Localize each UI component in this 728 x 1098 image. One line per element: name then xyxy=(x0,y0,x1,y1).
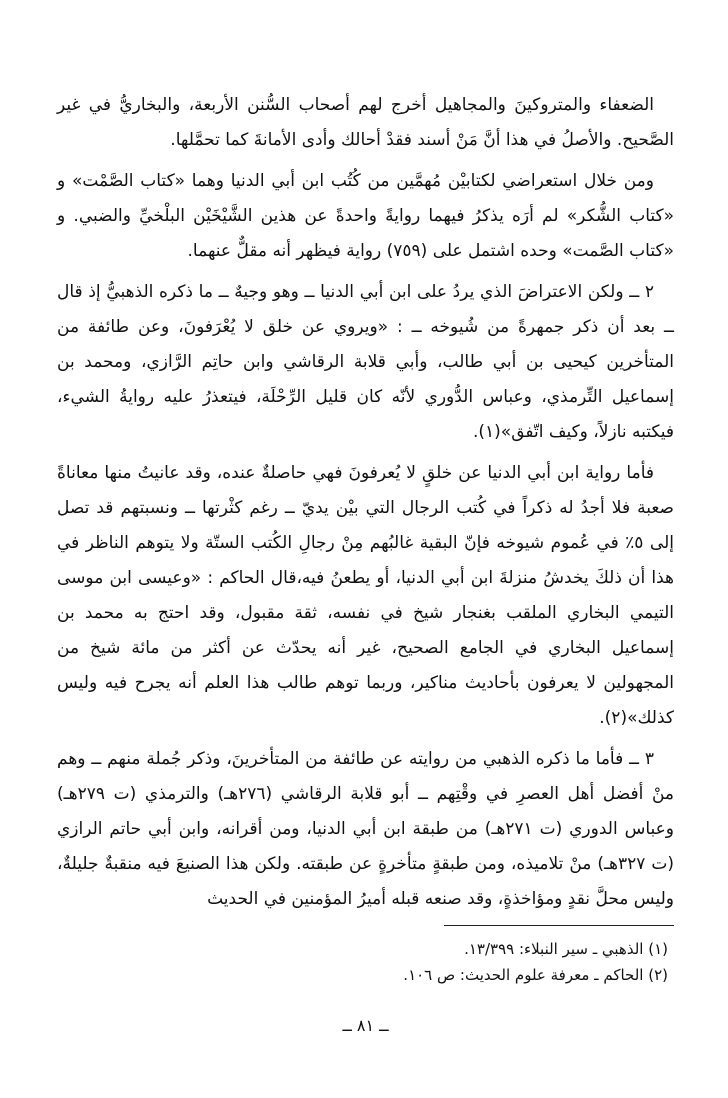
footnote-1: (١) الذهبي ـ سير النبلاء: ١٣/٣٩٩. xyxy=(464,940,668,958)
paragraph-1: الضعفاء والمتروكينَ والمجاهيل أخرج لهم أصحاب السُّنن الأربعة، والبخاريُّ في غير الصَّحيح. والأصلُ في هذا أنَّ مَنْ أسند فقدْ أحالك وأدى الأمانةَ كما تحمَّلها. xyxy=(57,95,674,150)
paragraph-3: ٢ ــ ولكن الاعتراضَ الذي يردُ على ابن أبي الدنيا ــ وهو وجيهٌ ــ ما ذكره الذهبيُّ إذ قال ــ بعد أن ذكر جمهرةً من شُيوخه ــ : «ويروي عن خلق لا يُعْرَفونَ، وعن طائفة من المتأخرين كيحيى بن أبي طالب، وأبي قلابة الرقاشي وابن حاتِم الرَّازي، ومحمد بن إسماعيل التِّرمذي، وعباس الدُّوري لأنّه كان قليل الرِّحْلَة، فيتعذرُ عليه روايةُ الشيء، فيكتبه نازلاً، وكيف اتّفق»(١). xyxy=(57,282,674,442)
page-number: ــ ٨١ ــ xyxy=(342,1016,389,1035)
paragraph-5: ٣ ــ فأما ما ذكره الذهبي من روايته عن طائفة من المتأخرينَ، وذكر جُملة منهم ــ وهم منْ أفضل أهل العصرِ في وقْتِهم ــ أبو قلابة الرقاشي (٢٧٦هـ) والترمذي (ت ٢٧٩هـ) وعباس الدوري (ت ٢٧١هـ) من طبقة ابن أبي الدنيا، ومن أقرانه، وابن أبي حاتم الرازي (ت ٣٢٧هـ) منْ تلاميذه، ومن طبقةٍ متأخرةٍ عن طبقته. ولكن هذا الصنيعَ فيه منقبةٌ جليلةٌ، وليس محلَّ نقدٍ ومؤاخذةٍ، وقد صنعه قبله أميرُ المؤمنين في الحديث xyxy=(57,749,675,909)
footnotes xyxy=(57,936,674,988)
footnote-2: (٢) الحاكم ـ معرفة علوم الحديث: ص ١٠٦. xyxy=(403,966,668,984)
paragraph-4: فأما رواية ابن أبي الدنيا عن خلقٍ لا يُعرفونَ فهي حاصلةٌ عنده، وقد عانيتُ منها معاناةً صعبة فلا أجدُ له ذكراً في كُتب الرجال التي بيْن يديّ ــ رغم كثْرتها ــ ونسبتهم قد تصل إلى ٥٪ في عُموم شيوخه فإنّ البقية غالبُهم مِنْ رجالِ الكُتب الستّة ولا يتوهم الناظر في هذا أن ذلكَ يخدشُ منزلةَ ابن أبي الدنيا، أو يطعنُ فيه،قال الحاكم : «وعيسى ابن موسى التيمي البخاري الملقب بغنجار شيخ في نفسه، ثقة مقبول، وقد احتج به محمد بن إسماعيل البخاري في الجامع الصحيح، غير أنه يحدّث عن أكثر من مائة شيخ من المجهولين لا يعرفون بأحاديث مناكير، وربما توهم طالب هذا العلم أنه يجرح فيه وليس كذلك»(٢). xyxy=(57,463,674,728)
paragraph-2: ومن خلال استعراضي لكتابيْن مُهمَّين من كُتُب ابن أبي الدنيا وهما «كتاب الصَّمْت» و «كتاب الشُّكر» لم أرَه يذكرُ فيهما روايةً واحدةً عن هذين الشَّيْخَيْن البلْخيِّ والضبي. و «كتاب الصَّمت» وحده اشتمل على (٧٥٩) رواية فيظهر أنه مقلٌّ عنهما. xyxy=(57,171,674,261)
page-body xyxy=(57,88,675,1035)
footnote-divider xyxy=(444,925,674,926)
